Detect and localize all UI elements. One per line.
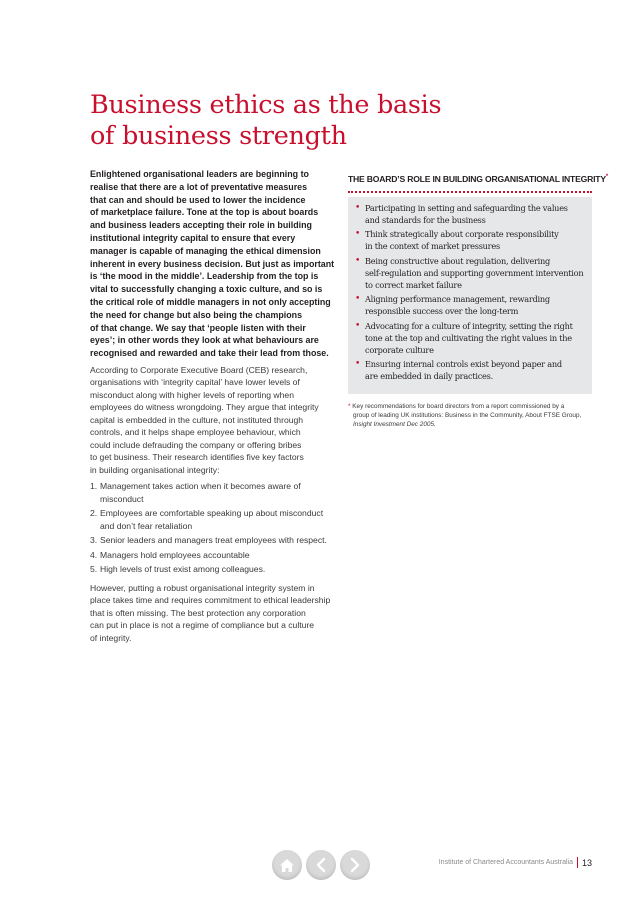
text-line: However, putting a robust organisational integrity system in (90, 582, 315, 593)
text-line: misconduct along with higher levels of reporting when (90, 389, 294, 400)
board-role-text: responsible success over the long-term (365, 306, 519, 317)
board-role-text: self-regulation and supporting government intervention (365, 267, 584, 278)
factor-text: Senior leaders and managers treat employees with respect. (100, 535, 327, 546)
page-number: 13 (581, 857, 592, 868)
factor-item (90, 507, 340, 532)
factor-number: 3. (90, 535, 98, 546)
footnote-italic: Insight Investment Dec 2005. (353, 421, 436, 429)
text-line: can put in place is not a regime of compliance but a culture (90, 620, 315, 631)
board-role-text: Advocating for a culture of integrity, setting the right (365, 321, 573, 332)
text-line: institutional integrity capital to ensure that every (90, 232, 296, 243)
publisher-name: Institute of Chartered Accountants Australia (438, 859, 573, 866)
text-line: capital is embedded in the culture, not instituted through (90, 414, 304, 425)
text-line: that is often missing. The best protection any corporation (90, 607, 306, 618)
bullet-icon: • (355, 359, 361, 370)
text-line: of integrity. (90, 632, 132, 643)
page-title (90, 90, 510, 152)
footnote-marker: * (605, 174, 609, 180)
text-line: controls, and it helps shape employee behaviour, which (90, 427, 301, 438)
intro-paragraph (90, 168, 340, 360)
board-role-box (348, 197, 592, 394)
factor-number: 4. (90, 549, 98, 560)
board-role-text: tone at the top and cultivating the right values in the (365, 332, 572, 343)
board-role-item (354, 203, 586, 227)
board-role-text: corporate culture (365, 344, 434, 355)
board-role-text: Ensuring internal controls exist beyond paper and (365, 359, 562, 370)
page-navigation (272, 850, 370, 880)
board-role-text: Aligning performance management, rewarding (365, 294, 550, 305)
ceb-paragraph (90, 364, 340, 477)
text-line: Enlightened organisational leaders are beginning to (90, 169, 309, 179)
text-line: could include defrauding the company or offering bribes (90, 439, 302, 450)
sidebar (348, 168, 609, 430)
factor-item (90, 549, 340, 562)
page-footer (439, 857, 592, 868)
factor-item (90, 563, 340, 576)
factor-number: 5. (90, 564, 98, 575)
text-line: vital to successfully changing a toxic culture, and so is (90, 284, 323, 295)
text-line: realise that there are a lot of preventative measures (90, 181, 308, 192)
text-line: the need for change but also being the champions (90, 309, 303, 320)
factor-text: Employees are comfortable speaking up about misconduct (100, 508, 324, 519)
sidebar-heading-text: THE BOARD’S ROLE IN BUILDING ORGANISATIONAL INTEGRITY (348, 173, 606, 184)
board-role-text: Participating in setting and safeguarding the values (365, 202, 568, 213)
home-icon (279, 858, 295, 873)
main-column (90, 168, 340, 644)
board-role-text: are embedded in daily practices. (365, 371, 493, 382)
footnote-line (348, 402, 592, 411)
bullet-icon: • (355, 294, 361, 305)
board-role-item (354, 256, 586, 291)
board-role-list (354, 203, 586, 383)
factor-text: Management takes action when it becomes aware of (100, 481, 301, 492)
text-line: that can and should be used to lower the incidence (90, 194, 306, 205)
factor-number: 1. (90, 481, 98, 492)
bullet-icon: • (355, 321, 361, 332)
text-line: recognised and rewarded and take their lead from those. (90, 348, 329, 359)
dotted-divider (348, 191, 592, 193)
bullet-icon: • (355, 256, 361, 267)
board-role-text: to correct market failure (365, 279, 462, 290)
title-line: Business ethics as the basis (90, 90, 442, 120)
board-role-item (354, 321, 586, 356)
closing-paragraph (90, 582, 340, 645)
factor-item (90, 480, 340, 505)
board-role-text: and standards for the business (365, 214, 486, 225)
text-line: the critical role of middle managers in not only accepting (90, 296, 331, 307)
footnote-text-1: Key recommendations for board directors from a report commissioned by a (352, 403, 565, 411)
text-line: manager is capable of managing the ethical dimension (90, 245, 321, 256)
text-line: employees do witness wrongdoing. They argue that integrity (90, 402, 319, 413)
footnote-text-2: group of leading UK institutions: Business in the Community, About FTSE Group, (353, 412, 582, 420)
factor-number: 2. (90, 508, 98, 519)
bullet-icon: • (355, 229, 361, 240)
text-line: is ‘the mood in the middle’. Leadership from the top is (90, 271, 319, 282)
board-role-item (354, 229, 586, 253)
chevron-right-icon (349, 857, 361, 873)
title-line: of business strength (90, 121, 347, 151)
chevron-left-icon (315, 857, 327, 873)
footnote-star: * (348, 403, 351, 411)
board-role-item (354, 294, 586, 318)
text-line: to get business. Their research identifies five key factors (90, 452, 304, 463)
board-role-text: in the context of market pressures (365, 241, 500, 252)
text-line: and business leaders accepting their role in building (90, 220, 312, 231)
text-line: eyes’; in other words they look at what behaviours are (90, 335, 319, 346)
text-line: According to Corporate Executive Board (CEB) research, (90, 364, 308, 375)
text-line: place takes time and requires commitment to ethical leadership (90, 595, 331, 606)
next-page-button[interactable] (340, 850, 370, 880)
footnote (348, 402, 592, 430)
board-role-text: Being constructive about regulation, delivering (365, 256, 551, 267)
board-role-text: Think strategically about corporate responsibility (365, 229, 559, 240)
text-line: in building organisational integrity: (90, 464, 220, 475)
integrity-factors-list (90, 480, 340, 576)
factor-item (90, 534, 340, 547)
home-button[interactable] (272, 850, 302, 880)
sidebar-heading (348, 168, 609, 185)
factor-text: misconduct (100, 493, 144, 504)
factor-text: High levels of trust exist among colleagues. (100, 564, 266, 575)
footer-separator (577, 857, 578, 868)
previous-page-button[interactable] (306, 850, 336, 880)
text-line: inherent in every business decision. But just as important (90, 258, 335, 269)
footnote-text-3 (348, 420, 592, 429)
text-line: of that change. We say that ‘people listen with their (90, 322, 306, 333)
factor-text: and don’t fear retaliation (100, 520, 193, 531)
text-line: of marketplace failure. Tone at the top is about boards (90, 207, 319, 218)
board-role-item (354, 359, 586, 383)
bullet-icon: • (355, 202, 361, 213)
text-line: organisations with ‘integrity capital’ have lower levels of (90, 377, 300, 388)
factor-text: Managers hold employees accountable (100, 549, 250, 560)
